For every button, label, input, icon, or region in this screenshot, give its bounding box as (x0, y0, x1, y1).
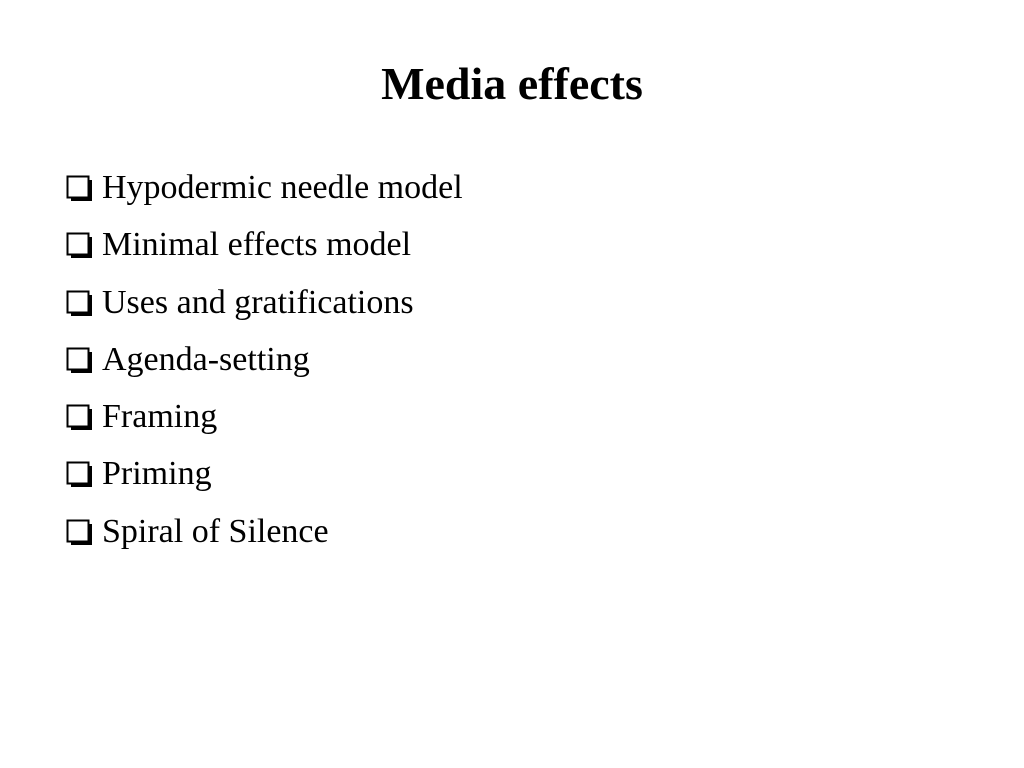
list-item (66, 508, 463, 565)
list-item (66, 164, 463, 221)
slide-title: Media effects (381, 58, 643, 109)
checkbox-square-icon (66, 508, 96, 548)
list-item (66, 336, 463, 393)
checkbox-square-icon (66, 221, 96, 261)
list-item (66, 393, 463, 450)
list-item (66, 221, 463, 278)
list-item-label: Priming (102, 455, 212, 493)
list-item-label: Minimal effects model (102, 226, 412, 264)
list-item-label: Uses and gratifications (102, 283, 414, 321)
list-item-label: Spiral of Silence (102, 512, 329, 550)
bullet-list (66, 164, 463, 565)
list-item-label: Agenda-setting (102, 340, 310, 378)
checkbox-square-icon (66, 164, 96, 204)
checkbox-square-icon (66, 279, 96, 319)
list-item (66, 279, 463, 336)
list-item-label: Framing (102, 398, 218, 436)
list-item (66, 450, 463, 507)
checkbox-square-icon (66, 393, 96, 433)
list-item-label: Hypodermic needle model (102, 169, 463, 206)
checkbox-square-icon (66, 450, 96, 490)
checkbox-square-icon (66, 336, 96, 376)
